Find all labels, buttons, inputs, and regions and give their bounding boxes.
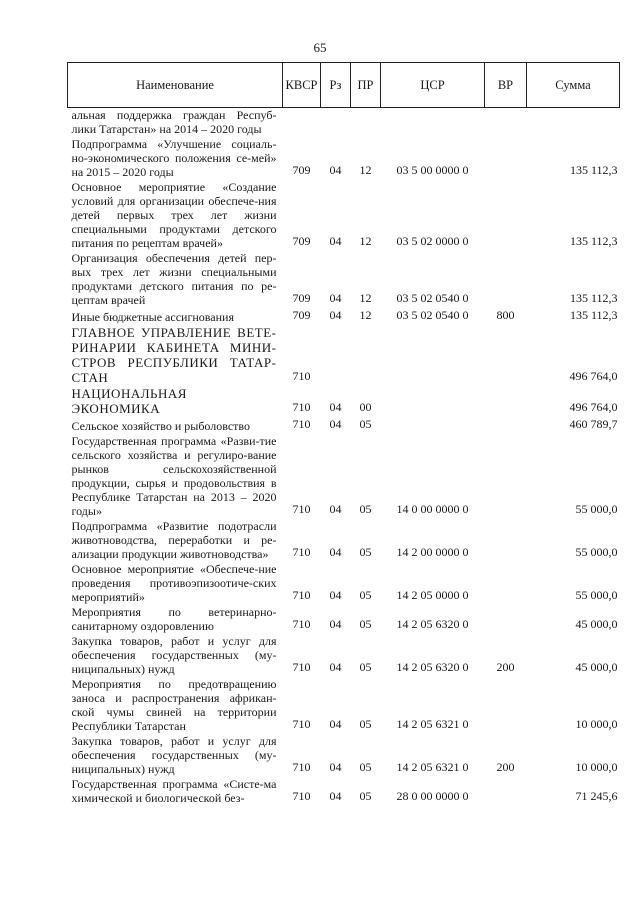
cell-rz: 04	[329, 545, 342, 559]
cell-csr	[381, 325, 485, 386]
cell-name: Государственная программа «Разви-тие сельского хозяйства и регулиро-вание рынков сельскохозяйственной продукции, сырья и продовольствия в Республике Татарстан на 2013 – 2020 годы»	[71, 434, 277, 518]
cell-rz: 04	[329, 234, 342, 248]
cell-sum: 55 000,0	[575, 502, 618, 516]
cell-vr	[485, 137, 527, 180]
cell-vr	[485, 325, 527, 386]
cell-kvsr: 710	[292, 400, 311, 414]
table-row	[68, 251, 620, 308]
cell-vr	[485, 562, 527, 605]
cell-csr: 03 5 00 0000 0	[396, 163, 469, 177]
header-rz: Рз	[321, 63, 351, 108]
header-vr: ВР	[485, 63, 527, 108]
cell-csr: 28 0 00 0000 0	[396, 789, 469, 803]
cell-pr	[351, 108, 381, 138]
cell-kvsr: 709	[292, 163, 311, 177]
cell-sum: 496 764,0	[569, 400, 618, 414]
cell-rz	[321, 108, 351, 138]
cell-sum: 496 764,0	[569, 369, 618, 383]
cell-vr: 200	[496, 660, 515, 674]
cell-name: Закупка товаров, работ и услуг для обеспечения государственных (му-ниципальных) нужд	[71, 634, 277, 676]
header-sum: Сумма	[527, 63, 620, 108]
cell-name: альная поддержка граждан Респуб- лики Татарстан» на 2014 – 2020 годы	[71, 108, 277, 136]
table-row	[68, 308, 620, 325]
cell-name: Организация обеспечения детей пер-вых трех лет жизни специальными продуктами детского питания по ре-цептам врачей	[71, 251, 277, 307]
cell-name: Мероприятия по ветеринарно-санитарному оздоровлению	[71, 605, 277, 633]
table-row	[68, 734, 620, 777]
cell-pr: 12	[359, 308, 372, 322]
page-number: 65	[313, 40, 327, 55]
header-pr: ПР	[351, 63, 381, 108]
cell-pr: 05	[359, 617, 372, 631]
cell-pr: 00	[359, 400, 372, 414]
cell-csr: 14 2 05 6320 0	[396, 617, 469, 631]
cell-rz: 04	[329, 760, 342, 774]
cell-name: Мероприятия по предотвращению заноса и распространения африкан-ской чумы свиней на территории Республики Татарстан	[71, 677, 277, 733]
cell-pr: 12	[359, 291, 372, 305]
cell-kvsr: 710	[292, 660, 311, 674]
cell-csr	[381, 386, 485, 417]
cell-pr: 05	[359, 760, 372, 774]
cell-rz: 04	[329, 291, 342, 305]
cell-pr	[351, 325, 381, 386]
cell-rz: 04	[329, 717, 342, 731]
cell-rz: 04	[329, 588, 342, 602]
cell-kvsr: 710	[292, 545, 311, 559]
cell-rz: 04	[329, 502, 342, 516]
cell-csr: 14 2 05 6321 0	[396, 760, 469, 774]
cell-sum: 55 000,0	[575, 545, 618, 559]
cell-pr: 05	[359, 789, 372, 803]
cell-vr	[485, 677, 527, 734]
cell-rz: 04	[329, 417, 342, 431]
cell-kvsr: 710	[292, 789, 311, 803]
header-csr: ЦСР	[381, 63, 485, 108]
cell-csr: 14 2 00 0000 0	[396, 545, 469, 559]
cell-csr: 03 5 02 0000 0	[396, 234, 469, 248]
cell-kvsr	[283, 108, 321, 138]
table-row	[68, 777, 620, 806]
cell-sum: 71 245,6	[575, 789, 618, 803]
cell-rz: 04	[329, 660, 342, 674]
cell-csr: 14 2 05 0000 0	[396, 588, 469, 602]
table-row	[68, 325, 620, 386]
table-row	[68, 417, 620, 434]
cell-pr: 05	[359, 660, 372, 674]
cell-vr	[485, 605, 527, 634]
cell-vr	[485, 108, 527, 138]
cell-vr	[485, 519, 527, 562]
cell-vr	[485, 417, 527, 434]
cell-kvsr: 710	[292, 617, 311, 631]
cell-pr: 05	[359, 588, 372, 602]
cell-vr	[485, 251, 527, 308]
cell-csr: 14 2 05 6320 0	[396, 660, 469, 674]
cell-sum: 45 000,0	[575, 617, 618, 631]
table-row	[68, 677, 620, 734]
cell-sum: 135 112,3	[569, 291, 618, 305]
cell-name: Государственная программа «Систе-ма химической и биологической без-	[71, 777, 277, 805]
table-row	[68, 562, 620, 605]
cell-name: Основное мероприятие «Обеспече-ние проведения противоэпизоотиче-ских мероприятий»	[71, 562, 277, 604]
table-row	[68, 137, 620, 180]
cell-rz: 04	[329, 163, 342, 177]
cell-vr: 200	[496, 760, 515, 774]
cell-kvsr: 710	[292, 369, 311, 383]
header-name: Наименование	[68, 63, 283, 108]
cell-sum	[527, 108, 620, 138]
cell-csr: 14 2 05 6321 0	[396, 717, 469, 731]
cell-vr	[485, 434, 527, 519]
cell-name: Основное мероприятие «Создание условий для организации обеспече-ния детей первых трех лет жизни специальными продуктами детского питания по рецептам врачей»	[71, 180, 277, 250]
cell-sum: 135 112,3	[569, 234, 618, 248]
cell-name: Подпрограмма «Улучшение социаль-но-экономического положения се-мей» на 2015 – 2020 годы	[71, 137, 277, 179]
budget-table	[67, 62, 620, 806]
cell-rz: 04	[329, 789, 342, 803]
cell-rz: 04	[329, 308, 342, 322]
table-row	[68, 180, 620, 251]
table-row	[68, 605, 620, 634]
cell-vr	[485, 386, 527, 417]
cell-rz	[321, 325, 351, 386]
cell-rz: 04	[329, 400, 342, 414]
cell-sum: 55 000,0	[575, 588, 618, 602]
cell-csr: 14 0 00 0000 0	[396, 502, 469, 516]
cell-pr: 05	[359, 417, 372, 431]
cell-sum: 10 000,0	[575, 717, 618, 731]
table-row	[68, 519, 620, 562]
cell-name: Иные бюджетные ассигнования	[71, 310, 234, 324]
cell-csr	[381, 108, 485, 138]
cell-name: Сельское хозяйство и рыболовство	[71, 419, 251, 433]
cell-csr: 03 5 02 0540 0	[396, 291, 469, 305]
cell-vr: 800	[496, 308, 515, 322]
cell-kvsr: 710	[292, 588, 311, 602]
cell-pr: 05	[359, 717, 372, 731]
cell-rz: 04	[329, 617, 342, 631]
cell-pr: 12	[359, 234, 372, 248]
table-row	[68, 108, 620, 138]
cell-csr	[381, 417, 485, 434]
cell-pr: 05	[359, 545, 372, 559]
cell-kvsr: 710	[292, 502, 311, 516]
cell-sum: 135 112,3	[569, 308, 618, 322]
cell-name: НАЦИОНАЛЬНАЯ ЭКОНОМИКА	[71, 386, 187, 416]
cell-vr	[485, 777, 527, 806]
cell-kvsr: 709	[292, 234, 311, 248]
cell-sum: 135 112,3	[569, 163, 618, 177]
header-kvsr: КВСР	[283, 63, 321, 108]
cell-csr: 03 5 02 0540 0	[396, 308, 469, 322]
cell-name: ГЛАВНОЕ УПРАВЛЕНИЕ ВЕТЕ-РИНАРИИ КАБИНЕТА МИНИ-СТРОВ РЕСПУБЛИКИ ТАТАР-СТАН	[71, 325, 277, 385]
cell-pr: 05	[359, 502, 372, 516]
cell-sum: 10 000,0	[575, 760, 618, 774]
table-row	[68, 386, 620, 417]
cell-name: Закупка товаров, работ и услуг для обеспечения государственных (му-ниципальных) нужд	[71, 734, 277, 776]
table-header-row	[68, 63, 620, 108]
cell-kvsr: 710	[292, 717, 311, 731]
cell-kvsr: 710	[292, 417, 311, 431]
table-row	[68, 434, 620, 519]
cell-kvsr: 709	[292, 291, 311, 305]
cell-sum: 460 789,7	[569, 417, 618, 431]
cell-name: Подпрограмма «Развитие подотрасли животноводства, переработки и ре-ализации продукции животноводства»	[71, 519, 277, 561]
table-row	[68, 634, 620, 677]
cell-kvsr: 710	[292, 760, 311, 774]
cell-pr: 12	[359, 163, 372, 177]
cell-sum: 45 000,0	[575, 660, 618, 674]
cell-vr	[485, 180, 527, 251]
cell-kvsr: 709	[292, 308, 311, 322]
